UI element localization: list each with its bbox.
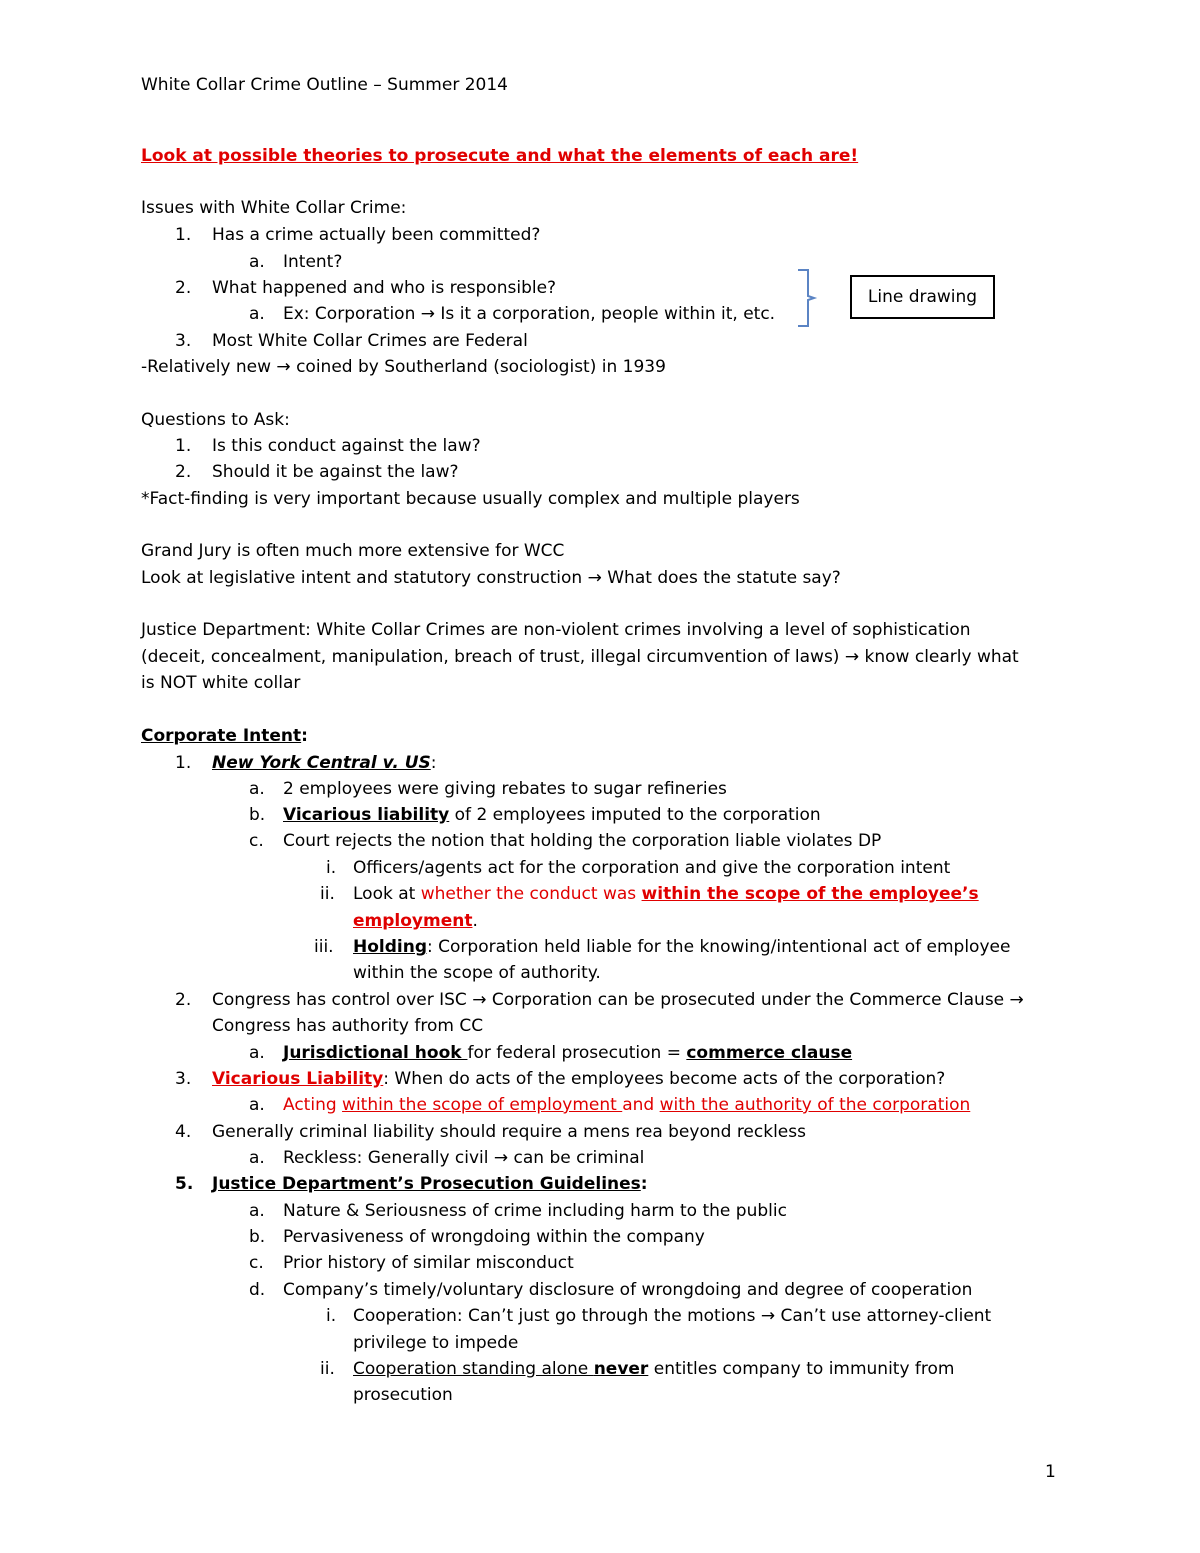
item-5d-i: Cooperation: Can’t just go through the motions → Can’t use attorney-client [353, 1306, 992, 1326]
item-1b: Vicarious liability of 2 employees imputed to the corporation [283, 805, 821, 825]
list-letter: b. [249, 1227, 266, 1247]
list-number: 3. [175, 1069, 192, 1089]
question-2: Should it be against the law? [212, 462, 459, 482]
list-number: 1. [175, 753, 192, 773]
item-5d-ii: Cooperation standing alone never entitles company to immunity from [353, 1359, 955, 1379]
item-3a: Acting within the scope of employment and with the authority of the corporation [283, 1095, 971, 1115]
list-letter: a. [249, 252, 265, 272]
questions-heading: Questions to Ask: [141, 410, 290, 430]
list-roman: i. [326, 858, 337, 878]
page-number: 1 [1045, 1462, 1056, 1482]
list-number: 4. [175, 1122, 192, 1142]
item-1c-ii-cont: employment. [353, 911, 478, 931]
list-letter: a. [249, 1043, 265, 1063]
relatively-new-line: -Relatively new → coined by Southerland (sociologist) in 1939 [141, 357, 666, 377]
item-5: Justice Department’s Prosecution Guidelines: [212, 1174, 648, 1194]
grand-jury-line: Grand Jury is often much more extensive for WCC [141, 541, 565, 561]
list-number: 2. [175, 462, 192, 482]
item-4: Generally criminal liability should require a mens rea beyond reckless [212, 1122, 806, 1142]
list-roman: i. [326, 1306, 337, 1326]
justice-line-2: (deceit, concealment, manipulation, breach of trust, illegal circumvention of laws) → know clearly what [141, 647, 1019, 667]
list-letter: b. [249, 805, 266, 825]
arrow-icon: → [493, 1148, 509, 1168]
justice-line-3: is NOT white collar [141, 673, 301, 693]
arrow-icon: → [1009, 990, 1024, 1010]
list-number: 1. [175, 436, 192, 456]
legislative-intent-line: Look at legislative intent and statutory construction → What does the statute say? [141, 568, 841, 588]
item-1c-i: Officers/agents act for the corporation and give the corporation intent [353, 858, 951, 878]
list-letter: d. [249, 1280, 266, 1300]
list-letter: a. [249, 1201, 265, 1221]
issues-heading: Issues with White Collar Crime: [141, 198, 407, 218]
item-5d: Company’s timely/voluntary disclosure of wrongdoing and degree of cooperation [283, 1280, 973, 1300]
issue-3: Most White Collar Crimes are Federal [212, 331, 528, 351]
item-5a: Nature & Seriousness of crime including harm to the public [283, 1201, 787, 1221]
list-letter: c. [249, 1253, 264, 1273]
list-letter: a. [249, 304, 265, 324]
line-drawing-box [850, 275, 995, 319]
red-note: Look at possible theories to prosecute and what the elements of each are! [141, 146, 859, 166]
list-number: 5. [175, 1174, 194, 1194]
corporate-intent-heading: Corporate Intent: [141, 726, 308, 746]
item-1c-iii: Holding: Corporation held liable for the knowing/intentional act of employee [353, 937, 1011, 957]
question-1: Is this conduct against the law? [212, 436, 481, 456]
item-2a: Jurisdictional hook for federal prosecution = commerce clause [283, 1043, 853, 1063]
list-roman: iii. [314, 937, 334, 957]
issue-1a: Intent? [283, 252, 343, 272]
item-3: Vicarious Liability: When do acts of the employees become acts of the corporation? [212, 1069, 946, 1089]
item-1c-ii: Look at whether the conduct was within the scope of the employee’s [353, 884, 979, 904]
list-number: 3. [175, 331, 192, 351]
item-5b: Pervasiveness of wrongdoing within the company [283, 1227, 705, 1247]
item-1a: 2 employees were giving rebates to sugar refineries [283, 779, 727, 799]
arrow-icon: → [420, 304, 436, 324]
item-5d-ii-cont: prosecution [353, 1385, 453, 1405]
issue-2a: Ex: Corporation → Is it a corporation, people within it, etc. [283, 304, 776, 324]
item-2: Congress has control over ISC → Corporation can be prosecuted under the Commerce Clause → [212, 990, 1024, 1010]
arrow-icon: → [587, 568, 602, 588]
case-name: New York Central v. US: [212, 753, 437, 773]
list-number: 1. [175, 225, 192, 245]
item-2-cont: Congress has authority from CC [212, 1016, 484, 1036]
list-number: 2. [175, 990, 192, 1010]
item-1c-iii-cont: within the scope of authority. [353, 963, 601, 983]
document-title: White Collar Crime Outline – Summer 2014 [141, 75, 508, 95]
item-5d-i-cont: privilege to impede [353, 1333, 519, 1353]
list-letter: c. [249, 831, 264, 851]
arrow-icon: → [844, 647, 860, 667]
list-roman: ii. [320, 884, 335, 904]
arrow-icon: → [276, 357, 291, 377]
list-letter: a. [249, 1095, 265, 1115]
arrow-icon: → [472, 990, 487, 1010]
item-5c: Prior history of similar misconduct [283, 1253, 574, 1273]
fact-finding-note: *Fact-finding is very important because usually complex and multiple players [141, 489, 800, 509]
issue-1: Has a crime actually been committed? [212, 225, 541, 245]
list-number: 2. [175, 278, 192, 298]
issue-2: What happened and who is responsible? [212, 278, 557, 298]
item-1c: Court rejects the notion that holding the corporation liable violates DP [283, 831, 882, 851]
right-brace-icon [796, 268, 826, 328]
arrow-icon: → [760, 1306, 776, 1326]
justice-line-1: Justice Department: White Collar Crimes are non-violent crimes involving a level of sophistication [141, 620, 971, 640]
line-drawing-label: Line drawing [867, 287, 978, 307]
list-letter: a. [249, 1148, 265, 1168]
item-4a: Reckless: Generally civil → can be criminal [283, 1148, 645, 1168]
list-letter: a. [249, 779, 265, 799]
list-roman: ii. [320, 1359, 335, 1379]
